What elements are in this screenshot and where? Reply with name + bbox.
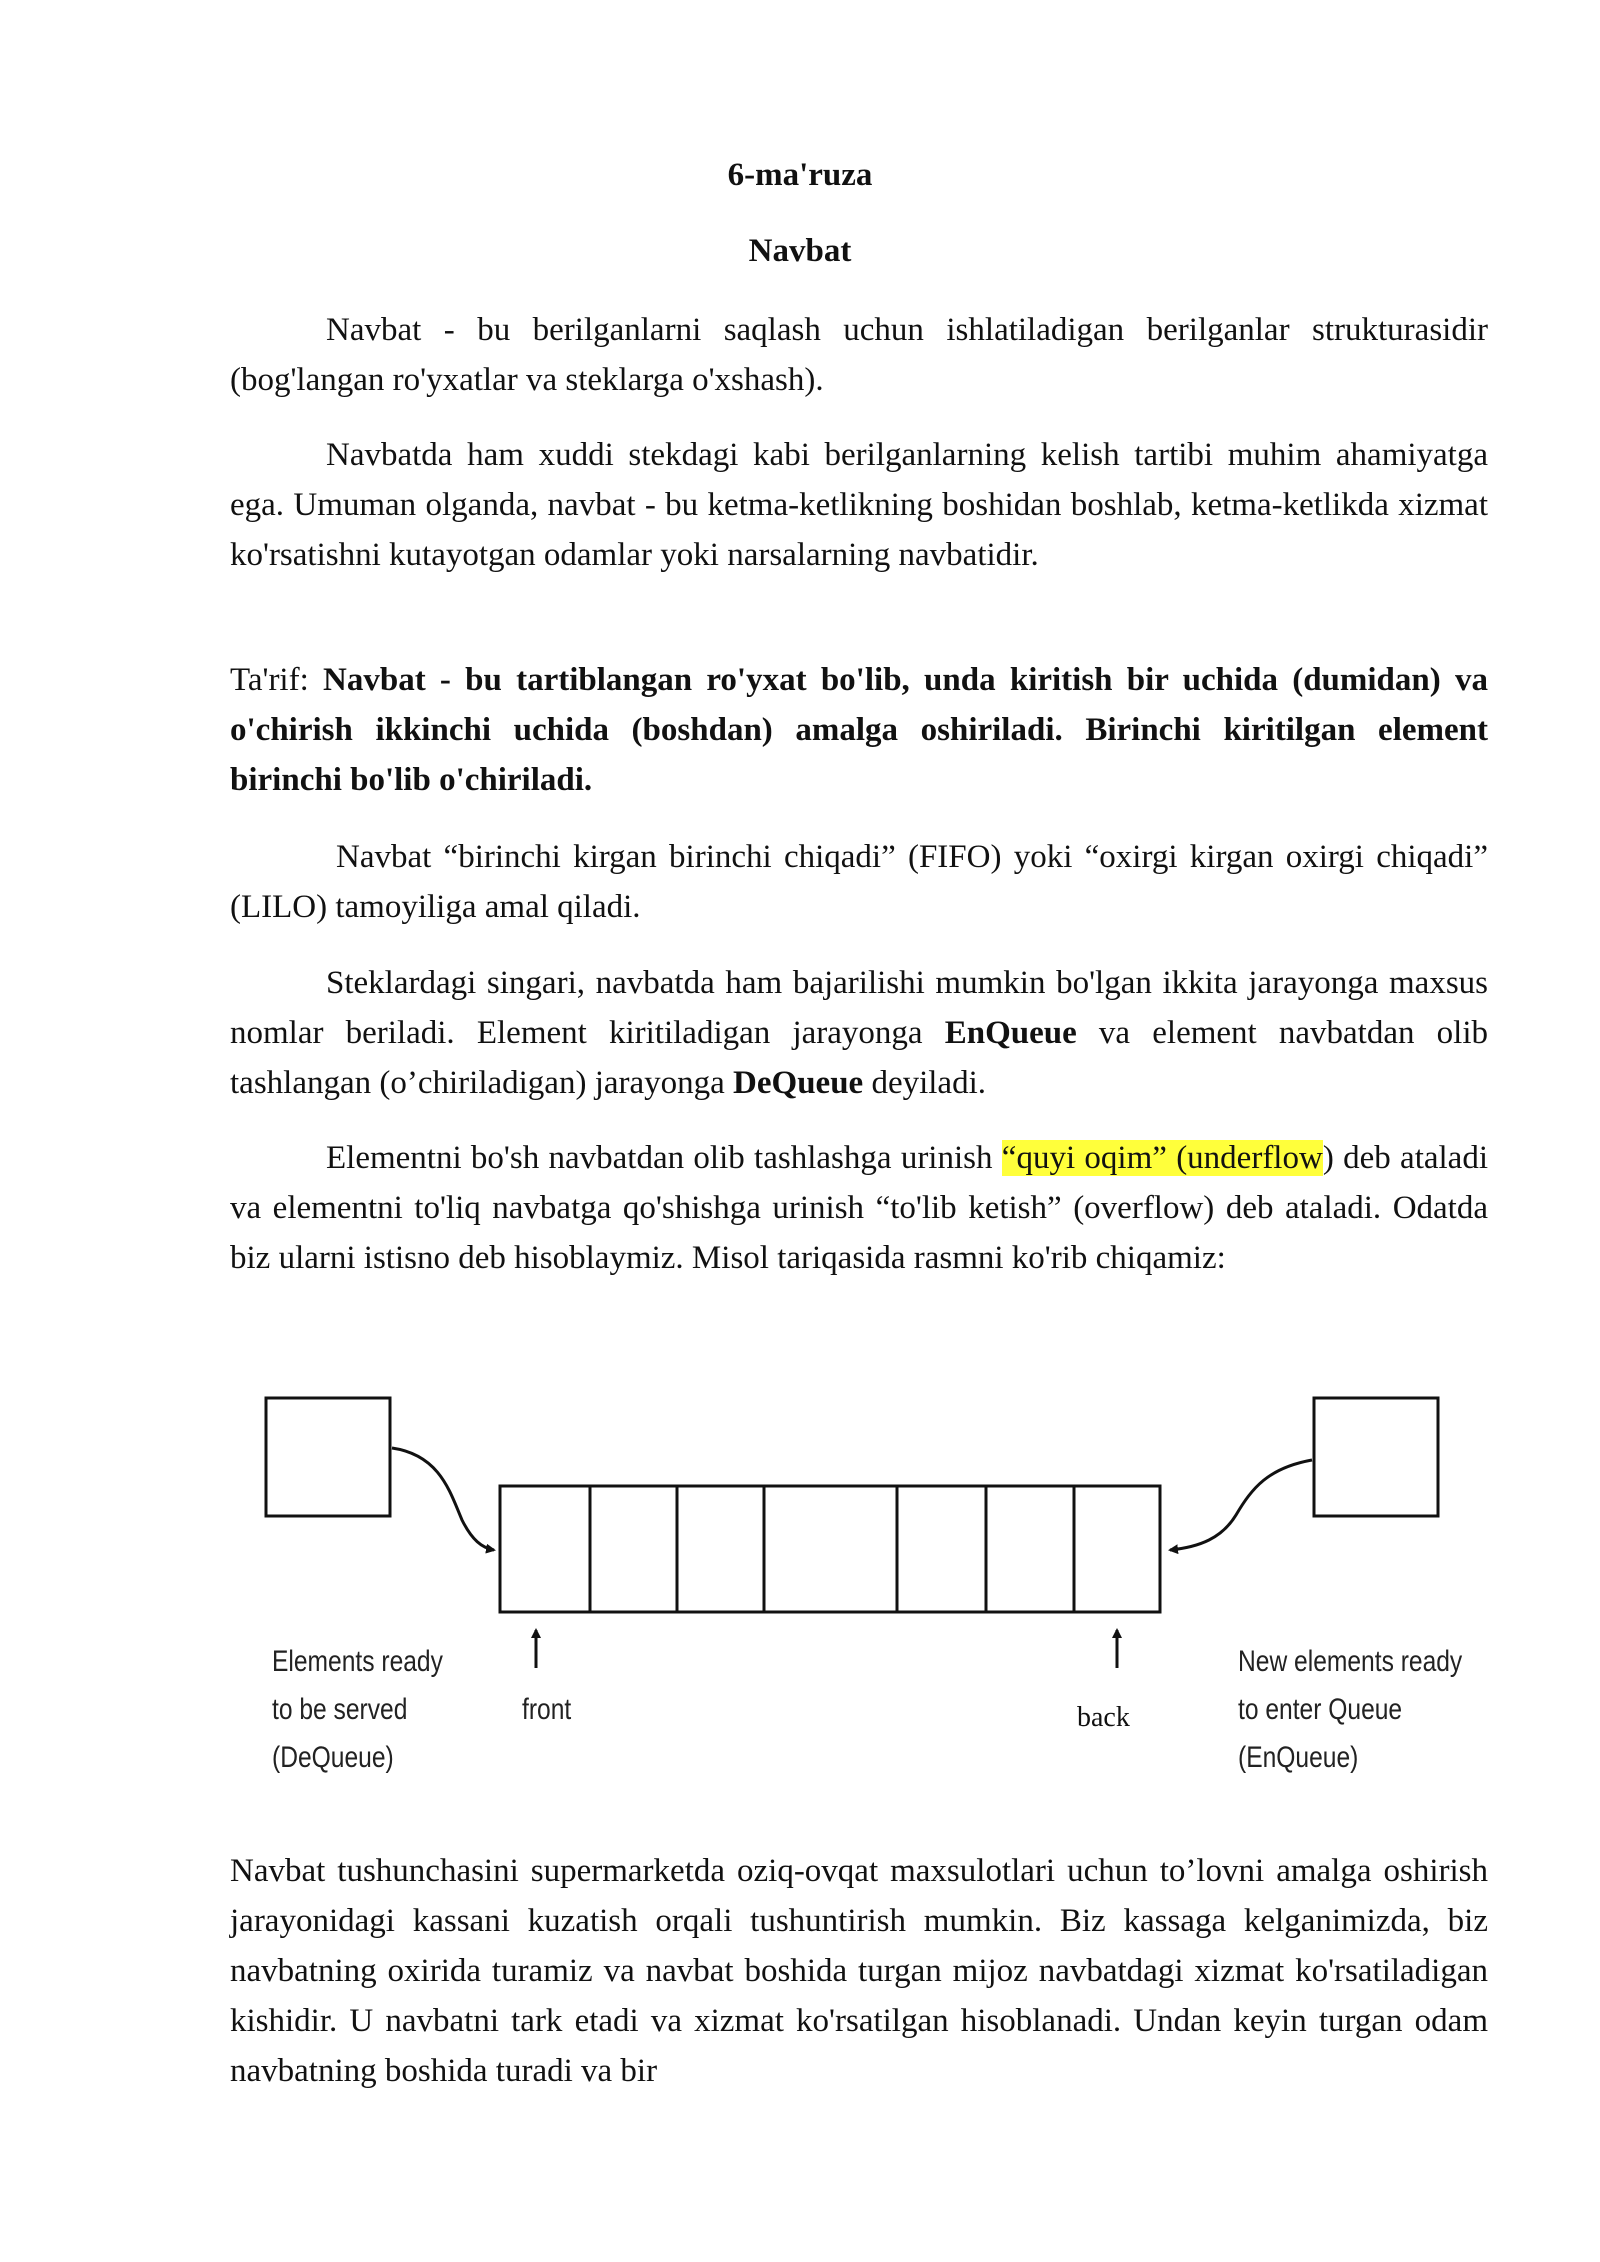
paragraph-tarif xyxy=(230,655,1488,805)
dequeue-caption-line: Elements ready xyxy=(272,1645,443,1678)
enqueue-caption-line: New elements ready xyxy=(1238,1645,1463,1678)
lecture-number: 6-ma'ruza xyxy=(727,157,873,193)
enqueue-element-box xyxy=(1314,1398,1438,1516)
paragraph-supermarket: Navbat tushunchasini supermarketda oziq-ovqat maxsulotlari uchun to’lovni amalga oshirish jarayonidagi kassani kuzatish orqali tushuntirish mumkin. Biz kassaga kelganimizda, biz navbatning oxirida turamiz va navbat boshida turgan mijoz navbatdagi xizmat ko'rsatiladigan kishidir. U navbatni tark etadi va xizmat ko'rsatilgan hisoblanadi. Undan keyin turgan odam navbatning boshida turadi va bir xyxy=(230,1853,1488,2089)
enqueue-caption-line: (EnQueue) xyxy=(1238,1741,1359,1774)
dequeue-term: DeQueue xyxy=(733,1065,864,1101)
dequeue-caption-line: (DeQueue) xyxy=(272,1741,394,1774)
paragraph-operations xyxy=(230,958,1488,1108)
back-label: back xyxy=(1077,1702,1130,1733)
dequeue-curved-arrow xyxy=(392,1448,494,1550)
paragraph-order: Navbatda ham xuddi stekdagi kabi berilganlarning kelish tartibi muhim ahamiyatga ega. Umuman olganda, navbat - bu ketma-ketlikning boshidan boshlab, ketma-ketlikda xizmat ko'rsatishni kutayotgan odamlar yoki narsalarning navbatidir. xyxy=(230,437,1488,573)
paragraph-fifo: Navbat “birinchi kirgan birinchi chiqadi” (FIFO) yoki “oxirgi kirgan oxirgi chiqadi” (LILO) tamoyiliga amal qiladi. xyxy=(230,839,1488,925)
queue-array xyxy=(500,1486,1160,1612)
enqueue-curved-arrow xyxy=(1170,1460,1312,1550)
ops-text-e: deyiladi. xyxy=(863,1065,987,1101)
front-label: front xyxy=(522,1693,572,1726)
paragraph-definition-intro: Navbat - bu berilganlarni saqlash uchun ishlatiladigan berilganlar strukturasidir (bog'langan ro'yxatlar va steklarga o'xshash). xyxy=(230,312,1488,398)
underflow-highlight: “quyi oqim” (underflow xyxy=(1001,1140,1323,1176)
underflow-text-b: ) deb ataladi va elementni to'liq navbatga qo'shishga urinish “to'lib ketish” (overflow) deb ataladi. Odatda biz ularni istisno deb hisoblaymiz. Misol tariqasida rasmni ko'rib chiqamiz: xyxy=(230,1140,1488,1276)
dequeue-caption xyxy=(272,1638,443,1782)
enqueue-caption-line: to enter Queue xyxy=(1238,1693,1403,1726)
paragraph-underflow xyxy=(230,1133,1488,1283)
enqueue-caption xyxy=(1238,1638,1462,1782)
underflow-text-a: Elementni bo'sh navbatdan olib tashlashga urinish xyxy=(326,1140,1002,1176)
ops-text-c: va element navbatdan olib tashlangan (o’chiriladigan) jarayonga xyxy=(230,1015,1488,1101)
page-title: Navbat xyxy=(748,233,852,269)
ops-text-a: Steklardagi singari, navbatda ham bajarilishi mumkin bo'lgan ikkita jarayonga maxsus nomlar beriladi. Element kiritiladigan jarayonga xyxy=(230,965,1488,1051)
tarif-prefix: Ta'rif: xyxy=(230,662,324,698)
enqueue-term: EnQueue xyxy=(944,1015,1077,1051)
dequeue-element-box xyxy=(266,1398,390,1516)
dequeue-caption-line: to be served xyxy=(272,1693,408,1726)
tarif-bold: Navbat - bu tartiblangan ro'yxat bo'lib, unda kiritish bir uchida (dumidan) va o'chirish ikkinchi uchida (boshdan) amalga oshiriladi. Birinchi kiritilgan element birinchi bo'lib o'chiriladi. xyxy=(230,662,1488,798)
